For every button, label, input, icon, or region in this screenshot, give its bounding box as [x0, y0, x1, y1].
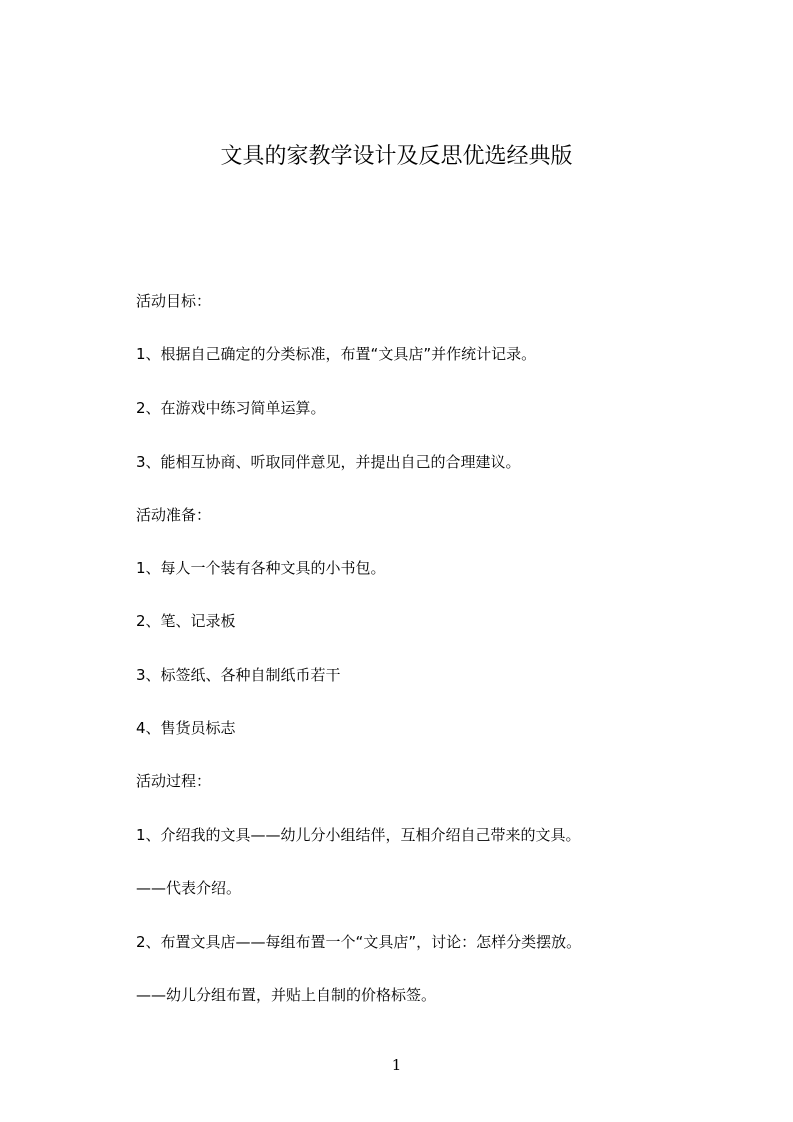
process-note-1: ——代表介绍。 — [136, 879, 242, 897]
process-note-2: ——幼儿分组布置，并贴上自制的价格标签。 — [136, 986, 437, 1004]
process-item-2: 2、布置文具店——每组布置一个“文具店”，讨论：怎样分类摆放。 — [136, 933, 582, 951]
goal-item-1: 1、根据自己确定的分类标准，布置“文具店”并作统计记录。 — [136, 345, 537, 363]
document-title: 文具的家教学设计及反思优选经典版 — [220, 144, 573, 169]
goal-item-2: 2、在游戏中练习简单运算。 — [136, 399, 326, 417]
preparation-item-2: 2、笔、记录板 — [136, 612, 236, 630]
goal-item-3: 3、能相互协商、听取同伴意见，并提出自己的合理建议。 — [136, 453, 521, 471]
preparation-item-4: 4、售货员标志 — [136, 719, 236, 737]
section-heading-preparation: 活动准备： — [136, 506, 212, 524]
section-heading-process: 活动过程： — [136, 772, 212, 790]
preparation-item-1: 1、每人一个装有各种文具的小书包。 — [136, 559, 386, 577]
page-number: 1 — [391, 1056, 402, 1074]
preparation-item-3: 3、标签纸、各种自制纸币若干 — [136, 666, 341, 684]
section-heading-goals: 活动目标： — [136, 292, 212, 310]
process-item-1: 1、介绍我的文具——幼儿分小组结伴，互相介绍自己带来的文具。 — [136, 826, 581, 844]
